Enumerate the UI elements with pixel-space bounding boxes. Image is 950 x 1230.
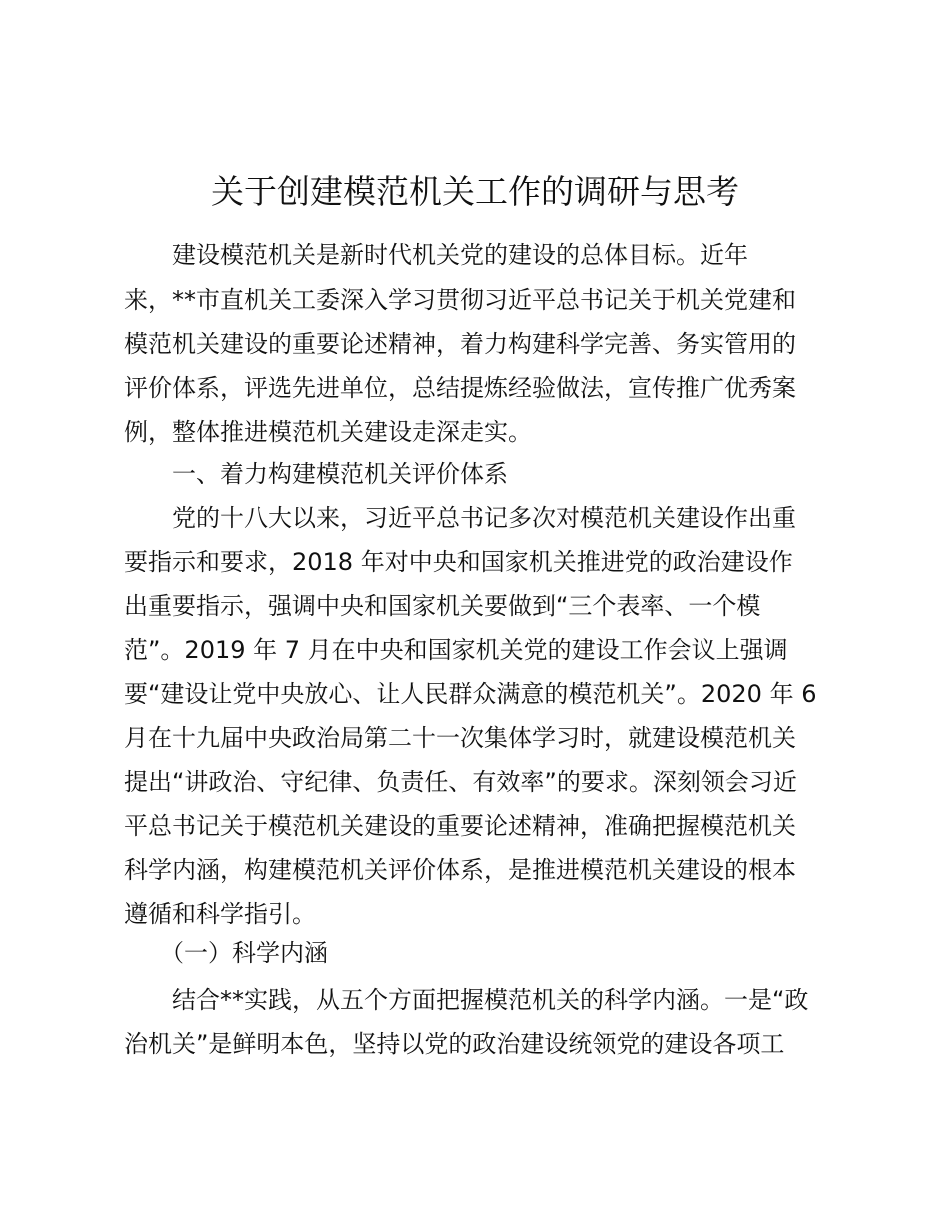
paragraph-line: 平总书记关于模范机关建设的重要论述精神，准确把握模范机关 xyxy=(124,812,796,840)
paragraph-line: 治机关”是鲜明本色，坚持以党的政治建设统领党的建设各项工 xyxy=(124,1030,785,1058)
paragraph-line: 科学内涵，构建模范机关评价体系，是推进模范机关建设的根本 xyxy=(124,856,796,884)
document-title: 关于创建模范机关工作的调研与思考 xyxy=(211,172,739,211)
paragraph-line: 模范机关建设的重要论述精神，着力构建科学完善、务实管用的 xyxy=(124,330,796,358)
subsection-heading: （一）科学内涵 xyxy=(124,939,328,967)
section-heading: 一、着力构建模范机关评价体系 xyxy=(124,460,508,488)
paragraph-line: 提出“讲政治、守纪律、负责任、有效率”的要求。深刻领会习近 xyxy=(124,768,797,796)
paragraph-line: 要指示和要求，2018 年对中央和国家机关推进党的政治建设作 xyxy=(124,548,793,576)
paragraph-line: 遵循和科学指引。 xyxy=(124,900,316,928)
paragraph-line: 结合**实践，从五个方面把握模范机关的科学内涵。一是“政 xyxy=(124,986,809,1014)
paragraph-line: 要“建设让党中央放心、让人民群众满意的模范机关”。2020 年 6 xyxy=(124,680,817,708)
paragraph-line: 党的十八大以来，习近平总书记多次对模范机关建设作出重 xyxy=(124,504,796,532)
paragraph-line: 月在十九届中央政治局第二十一次集体学习时，就建设模范机关 xyxy=(124,724,796,752)
paragraph-line: 评价体系，评选先进单位，总结提炼经验做法，宣传推广优秀案 xyxy=(124,374,796,402)
paragraph-line: 出重要指示，强调中央和国家机关要做到“三个表率、一个模 xyxy=(124,592,761,620)
paragraph-line: 范”。2019 年 7 月在中央和国家机关党的建设工作会议上强调 xyxy=(124,636,788,664)
paragraph-line: 来，**市直机关工委深入学习贯彻习近平总书记关于机关党建和 xyxy=(124,286,796,314)
paragraph-line: 例，整体推进模范机关建设走深走实。 xyxy=(124,418,532,446)
paragraph-line: 建设模范机关是新时代机关党的建设的总体目标。近年 xyxy=(124,241,748,269)
